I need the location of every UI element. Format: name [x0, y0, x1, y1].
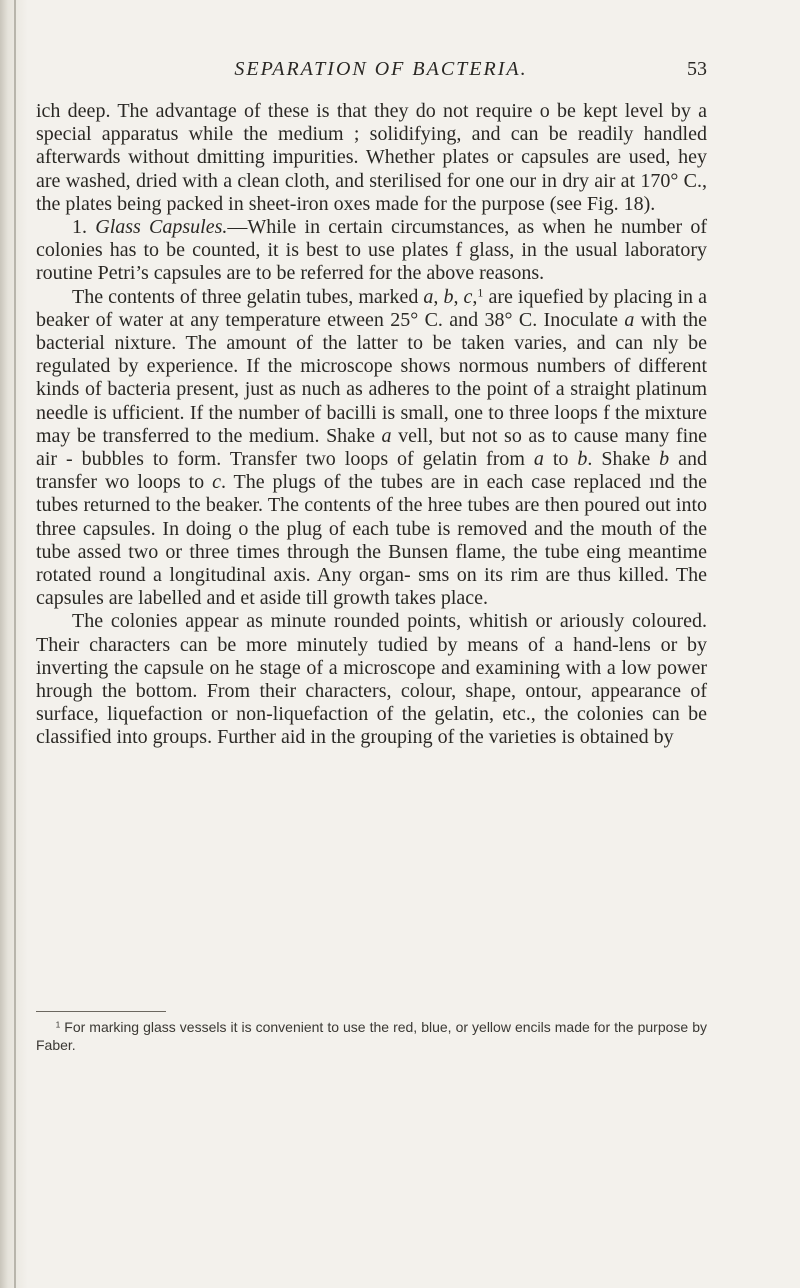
para-glass-capsules: [36, 216, 707, 286]
text-run: with the bacterial nixture. The amount of the latter to be taken varies, and can nly be regulated by experience. If the microscope shows normous numbers of different kinds of bacteria present, just as nuch as adheres to the point of a straight platinum needle is ufficient. If the number of bacilli is small, one to three loops f the mixture may be transferred to the medium. Shake: [36, 308, 708, 447]
footnote: [36, 1018, 707, 1054]
para-gelatin-tubes: [36, 286, 707, 611]
italic-text: b: [659, 448, 670, 471]
italic-text: a: [423, 285, 434, 308]
running-title: SEPARATION OF BACTERIA.: [234, 58, 528, 80]
text-run: ,: [472, 285, 478, 308]
text-run: . The plugs of the tubes are in each case replaced ınd the tubes returned to the beaker. The contents of the hree tubes are then poured out into three capsules. In doing o the plug of each tube is removed and the mouth of the tube assed two or three times through the Bunsen flame, the tube eing meantime rotated round a longitudinal axis. Any organ- sms on its rim are thus killed. The capsules are labelled and et aside till growth takes place.: [36, 471, 707, 610]
text-run: ,: [453, 285, 464, 308]
footnote-text: For marking glass vessels it is convenient to use the red, blue, or yellow encils made for the purpose by Faber.: [36, 1019, 707, 1053]
footnote-marker: 1: [55, 1019, 61, 1030]
page-header: [55, 58, 707, 88]
italic-text: Glass Capsules.: [95, 216, 228, 239]
text-run: The colonies appear as minute rounded points, whitish or ariously coloured. Their characters can be more minutely tudied by means of a hand-lens or by inverting the capsule on he stage of a microscope and examining with a low power hrough the bottom. From their characters, colour, shape, ontour, appearance of surface, liquefaction or non-liquefaction of the gelatin, etc., the colonies can be classified into groups. Further aid in the grouping of the varieties is obtained by: [36, 610, 707, 749]
italic-text: a: [381, 424, 392, 447]
page-number: 53: [687, 58, 707, 80]
footnote-rule: [36, 1011, 166, 1012]
text-run: ,: [433, 285, 444, 308]
italic-text: a: [624, 308, 635, 331]
body-text: [36, 100, 707, 750]
italic-text: b: [577, 448, 588, 471]
para-colonies: [36, 610, 707, 749]
italic-text: c: [212, 471, 221, 494]
text-run: The contents of three gelatin tubes, marked: [72, 285, 424, 308]
footnote-paragraph: [36, 1018, 707, 1054]
text-run: . Shake: [587, 448, 660, 471]
text-run: to: [543, 448, 578, 471]
text-run: and transfer wo loops to: [36, 448, 707, 494]
footnote-ref: 1: [477, 285, 484, 300]
para-capsules-intro: [36, 100, 707, 216]
text-run: ich deep. The advantage of these is that they do not require o be kept level by a special apparatus while the medium ; solidifying, and can be readily handled afterwards without dmitting impurities. Whether plates or capsules are used, hey are washed, dried with a clean cloth, and sterilised for one our in dry air at 170° C., the plates being packed in sheet-iron oxes made for the purpose (see Fig. 18).: [36, 100, 707, 215]
italic-text: c: [463, 285, 473, 308]
italic-text: a: [533, 448, 544, 471]
text-run: vell, but not so as to cause many fine air - bubbles to form. Transfer two loops of gelatin from: [36, 424, 707, 471]
text-run: are iquefied by placing in a beaker of water at any temperature etween 25° C. and 38° C. Inoculate: [36, 285, 707, 331]
binding-edge: [14, 0, 16, 1288]
italic-text: b: [443, 285, 454, 308]
text-run: 1.: [72, 216, 96, 239]
text-run: —While in certain circumstances, as when he number of colonies has to be counted, it is best to use plates f glass, in the usual laboratory routine Petri’s capsules are to be referred for the above reasons.: [36, 216, 708, 285]
